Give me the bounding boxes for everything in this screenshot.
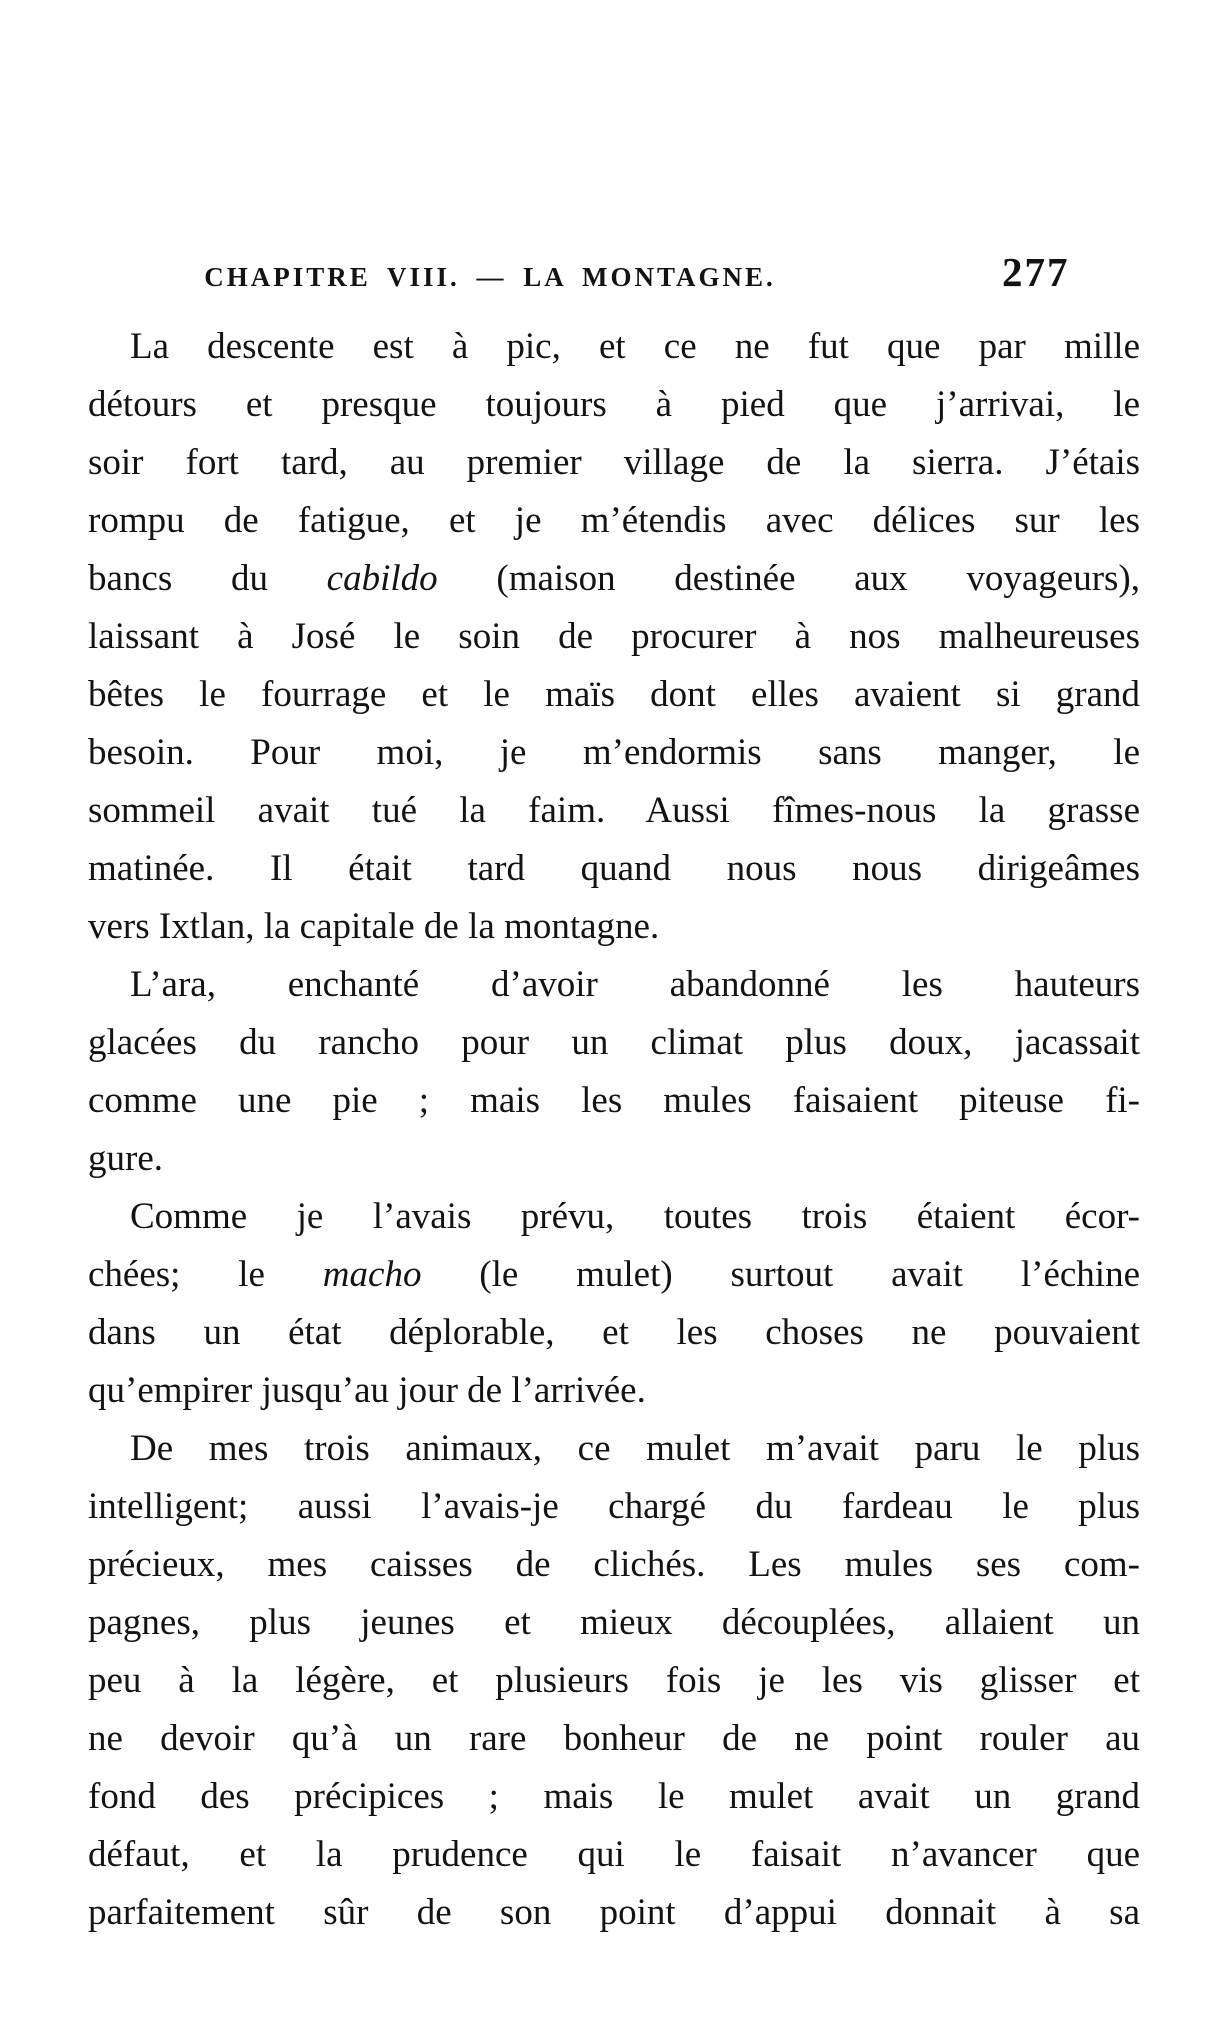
text-segment: chées; le	[88, 1254, 323, 1295]
text-segment: intelligent; aussi l’avais-je chargé du fardeau le plus	[88, 1486, 1140, 1527]
text-segment: La descente est à pic, et ce ne fut que par mille	[130, 326, 1140, 367]
paragraph	[88, 318, 1140, 956]
text-line	[88, 666, 1140, 724]
text-line	[88, 1536, 1140, 1594]
text-segment: (maison destinée aux voyageurs),	[437, 558, 1140, 599]
text-line	[88, 1420, 1140, 1478]
text-line	[88, 1072, 1140, 1130]
text-segment: L’ara, enchanté d’avoir abandonné les hauteurs	[130, 964, 1140, 1005]
text-line	[88, 1246, 1140, 1304]
text-segment: sommeil avait tué la faim. Aussi fîmes-nous la grasse	[88, 790, 1140, 831]
page-body	[88, 318, 1140, 1942]
text-segment: fond des précipices ; mais le mulet avait un grand	[88, 1776, 1140, 1817]
text-line	[88, 376, 1140, 434]
paragraph	[88, 1188, 1140, 1420]
text-segment: bancs du	[88, 558, 327, 599]
chapter-header: CHAPITRE VIII. — LA MONTAGNE.	[204, 262, 776, 292]
text-line	[88, 898, 1140, 956]
text-segment: laissant à José le soin de procurer à nos malheureuses	[88, 616, 1140, 657]
text-line	[88, 840, 1140, 898]
text-line	[88, 1362, 1140, 1420]
text-segment: besoin. Pour moi, je m’endormis sans manger, le	[88, 732, 1140, 773]
paragraph	[88, 1420, 1140, 1942]
text-line	[88, 1188, 1140, 1246]
text-line	[88, 550, 1140, 608]
text-line	[88, 1710, 1140, 1768]
text-segment: détours et presque toujours à pied que j’arrivai, le	[88, 384, 1140, 425]
text-segment: précieux, mes caisses de clichés. Les mules ses com-	[88, 1544, 1140, 1585]
text-segment: Comme je l’avais prévu, toutes trois étaient écor-	[130, 1196, 1140, 1237]
text-line	[88, 1884, 1140, 1942]
text-segment: pagnes, plus jeunes et mieux découplées, allaient un	[88, 1602, 1140, 1643]
text-line	[88, 1594, 1140, 1652]
text-line	[88, 782, 1140, 840]
text-line	[88, 1826, 1140, 1884]
text-segment: gure.	[88, 1138, 163, 1179]
text-segment: défaut, et la prudence qui le faisait n’avancer que	[88, 1834, 1140, 1875]
text-line	[88, 1130, 1140, 1188]
text-line	[88, 492, 1140, 550]
text-line	[88, 318, 1140, 376]
text-segment: (le mulet) surtout avait l’échine	[421, 1254, 1140, 1295]
text-segment: vers Ixtlan, la capitale de la montagne.	[88, 906, 660, 947]
text-segment: comme une pie ; mais les mules faisaient piteuse fi-	[88, 1080, 1140, 1121]
italic-text: macho	[322, 1254, 422, 1295]
paragraph	[88, 956, 1140, 1188]
text-segment: parfaitement sûr de son point d’appui donnait à sa	[88, 1892, 1140, 1933]
italic-text: cabildo	[326, 558, 438, 599]
text-segment: De mes trois animaux, ce mulet m’avait paru le plus	[130, 1428, 1140, 1469]
text-segment: bêtes le fourrage et le maïs dont elles avaient si grand	[88, 674, 1140, 715]
text-segment: ne devoir qu’à un rare bonheur de ne point rouler au	[88, 1718, 1140, 1759]
text-line	[88, 1478, 1140, 1536]
text-line	[88, 1304, 1140, 1362]
text-segment: glacées du rancho pour un climat plus doux, jacassait	[88, 1022, 1140, 1063]
running-header	[0, 0, 1229, 295]
text-line	[88, 956, 1140, 1014]
text-line	[88, 434, 1140, 492]
text-segment: peu à la légère, et plusieurs fois je les vis glisser et	[88, 1660, 1140, 1701]
text-line	[88, 1014, 1140, 1072]
text-line	[88, 1768, 1140, 1826]
page-number: 277	[1002, 249, 1070, 295]
text-line	[88, 1652, 1140, 1710]
text-segment: qu’empirer jusqu’au jour de l’arrivée.	[88, 1370, 646, 1411]
text-segment: matinée. Il était tard quand nous nous dirigeâmes	[88, 848, 1140, 889]
text-segment: soir fort tard, au premier village de la sierra. J’étais	[88, 442, 1140, 483]
text-line	[88, 608, 1140, 666]
text-segment: rompu de fatigue, et je m’étendis avec délices sur les	[88, 500, 1140, 541]
text-segment: dans un état déplorable, et les choses ne pouvaient	[88, 1312, 1140, 1353]
text-line	[88, 724, 1140, 782]
